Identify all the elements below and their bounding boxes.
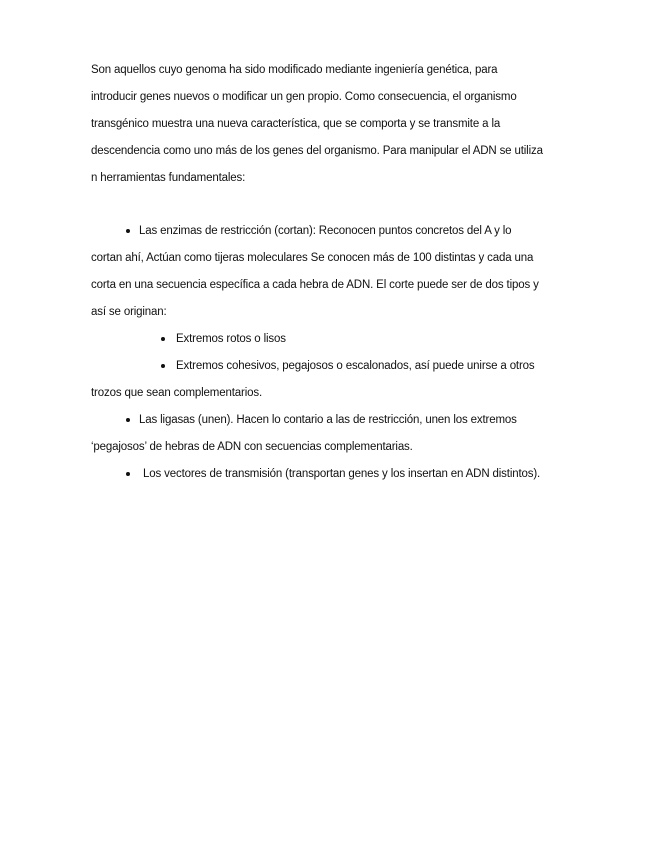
enzimas-line-2: cortan ahí, Actúan como tijeras moleculares Se conocen más de 100 distintas y cada una: [91, 252, 534, 264]
vectores-line: Los vectores de transmisión (transportan genes y los insertan en ADN distintos).: [143, 468, 541, 480]
intro-line-1: Son aquellos cuyo genoma ha sido modificado mediante ingeniería genética, para: [91, 64, 498, 76]
bullet-icon: [126, 472, 130, 476]
bullet-icon: [126, 418, 130, 422]
intro-line-3: transgénico muestra una nueva característica, que se comporta y se transmite a la: [91, 118, 501, 130]
bullet-icon: [126, 229, 130, 233]
enzimas-line-3: corta en una secuencia específica a cada hebra de ADN. El corte puede ser de dos tipos y: [91, 279, 539, 291]
enzimas-line-4: así se originan:: [91, 306, 167, 318]
intro-line-2: introducir genes nuevos o modificar un gen propio. Como consecuencia, el organismo: [91, 91, 517, 103]
intro-line-4: descendencia como uno más de los genes del organismo. Para manipular el ADN se utiliza: [91, 145, 543, 157]
ligasas-line-2: ‘pegajosos’ de hebras de ADN con secuencias complementarias.: [91, 441, 413, 453]
intro-line-5: n herramientas fundamentales:: [91, 172, 246, 184]
sub-item-2-line-1: Extremos cohesivos, pegajosos o escalonados, así puede unirse a otros: [176, 360, 535, 372]
bullet-icon: [161, 337, 165, 341]
ligasas-line-1: Las ligasas (unen). Hacen lo contario a las de restricción, unen los extremos: [139, 414, 517, 426]
enzimas-line-1: Las enzimas de restricción (cortan): Reconocen puntos concretos del A y lo: [139, 225, 512, 237]
bullet-icon: [161, 364, 165, 368]
sub-item-2-line-2: trozos que sean complementarios.: [91, 387, 262, 399]
sub-item-1: Extremos rotos o lisos: [176, 333, 286, 345]
